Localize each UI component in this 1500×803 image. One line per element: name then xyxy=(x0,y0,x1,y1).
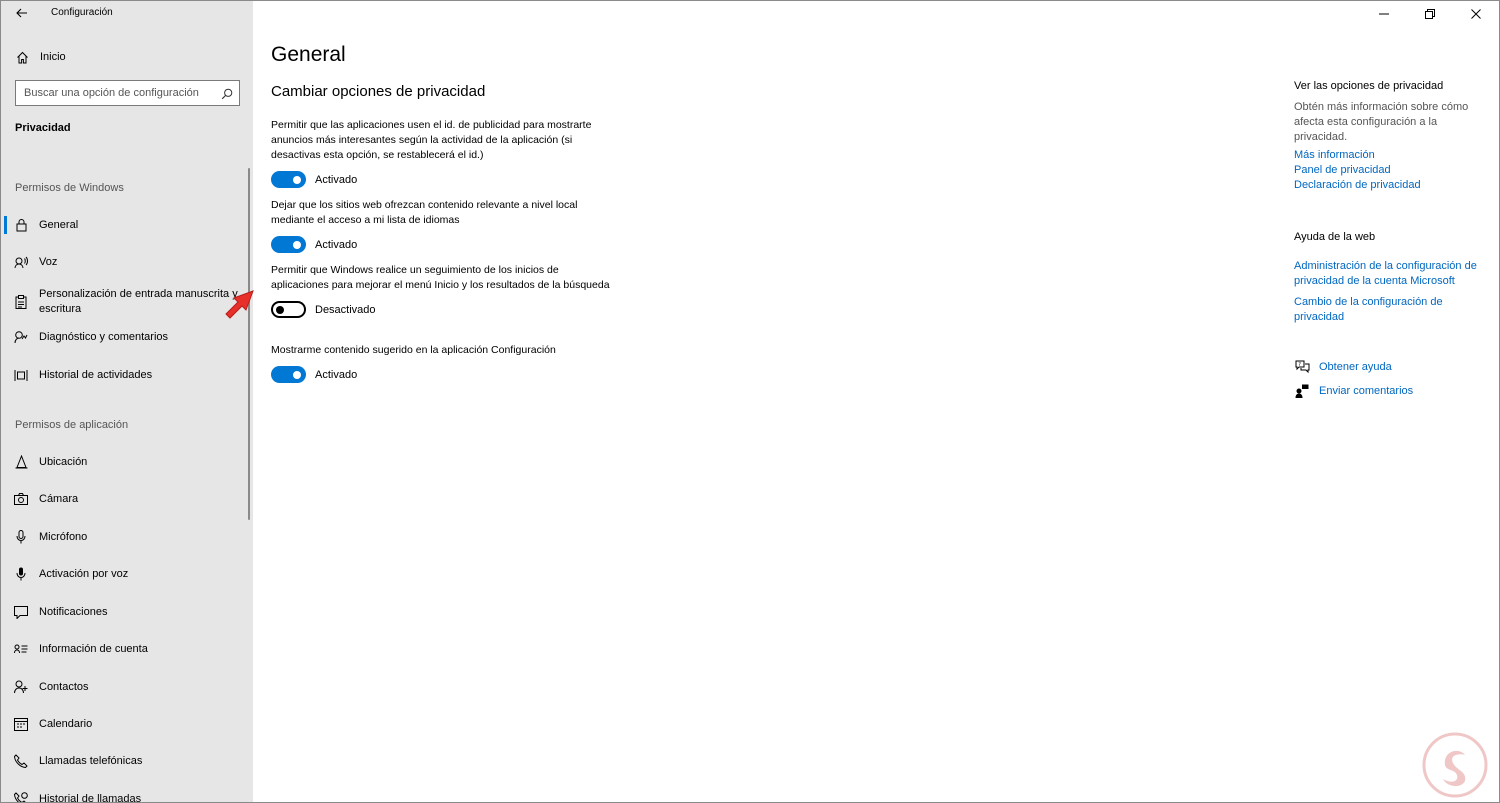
setting-description: Mostrarme contenido sugerido en la aplicación Configuración xyxy=(271,344,556,356)
clipboard-icon xyxy=(14,295,28,309)
phone-icon xyxy=(14,754,28,768)
sidebar-item-label: Voz xyxy=(39,255,58,268)
link-privacy-statement[interactable]: Declaración de privacidad xyxy=(1294,179,1421,191)
sidebar-item-account-info[interactable] xyxy=(1,632,249,666)
toggle-switch[interactable] xyxy=(271,236,306,253)
sidebar-scrollbar[interactable] xyxy=(248,168,250,520)
sidebar-item-contacts[interactable] xyxy=(1,670,249,704)
toggle-suggested-content[interactable] xyxy=(271,366,611,383)
sidebar-item-diagnostics[interactable] xyxy=(1,320,249,354)
link-privacy-dashboard[interactable]: Panel de privacidad xyxy=(1294,164,1391,176)
feedback-icon xyxy=(1294,383,1310,399)
camera-icon xyxy=(14,492,28,506)
sidebar-item-activity[interactable] xyxy=(1,358,249,392)
toggle-app-launch-tracking[interactable] xyxy=(271,301,611,318)
sidebar-item-label: Diagnóstico y comentarios xyxy=(39,330,169,343)
sidebar-item-label: Ubicación xyxy=(39,455,88,468)
setting-description: Permitir que Windows realice un seguimiento de los inicios de aplicaciones para mejorar el menú Inicio y los resultados de la búsqueda xyxy=(271,264,610,291)
account-info-icon xyxy=(14,642,28,656)
microphone-icon xyxy=(14,530,28,544)
sidebar-item-label: Activación por voz xyxy=(39,567,129,580)
link-more-info[interactable]: Más información xyxy=(1294,149,1375,161)
diagnostics-icon xyxy=(14,330,28,344)
link-microsoft-account-privacy[interactable]: Administración de la configuración de privacidad de la cuenta Microsoft xyxy=(1294,260,1477,287)
sidebar-item-phone[interactable] xyxy=(1,744,249,778)
sidebar-item-label: Llamadas telefónicas xyxy=(39,754,143,767)
help-chat-icon xyxy=(1294,359,1310,375)
toggle-state-label: Activado xyxy=(315,173,358,186)
send-feedback-link[interactable] xyxy=(1294,383,1413,399)
setting-language-list xyxy=(271,198,611,253)
lock-icon xyxy=(14,218,28,232)
sidebar-item-general[interactable] xyxy=(1,208,249,242)
privacy-options-heading: Ver las opciones de privacidad xyxy=(1294,80,1444,92)
toggle-switch[interactable] xyxy=(271,171,306,188)
send-feedback-label: Enviar comentarios xyxy=(1319,385,1414,397)
toggle-switch[interactable] xyxy=(271,301,306,318)
setting-description: Permitir que las aplicaciones usen el id. de publicidad para mostrarte anuncios más interesantes según la actividad de la aplicación (si desactivas esta opción, se restablecerá el id.) xyxy=(271,119,592,161)
toggle-advertising-id[interactable] xyxy=(271,171,611,188)
sidebar-item-calendar[interactable] xyxy=(1,707,249,741)
voice-activation-icon xyxy=(14,567,28,581)
app-title: Configuración xyxy=(51,7,113,18)
watermark-logo xyxy=(1419,731,1491,799)
toggle-language-list[interactable] xyxy=(271,236,611,253)
sidebar-item-voz[interactable] xyxy=(1,245,249,279)
privacy-options-description: Obtén más información sobre cómo afecta esta configuración a la privacidad. xyxy=(1294,101,1469,143)
sidebar-item-label: Historial de llamadas xyxy=(39,792,142,803)
toggle-switch[interactable] xyxy=(271,366,306,383)
sidebar-item-label: Micrófono xyxy=(39,530,88,543)
home-nav-item[interactable] xyxy=(15,48,66,66)
section-subtitle: Cambiar opciones de privacidad xyxy=(271,83,486,100)
setting-app-launch-tracking xyxy=(271,263,611,318)
selection-indicator xyxy=(4,216,7,234)
annotation-arrow xyxy=(223,269,269,321)
setting-advertising-id xyxy=(271,118,611,188)
sidebar-item-handwriting[interactable] xyxy=(1,283,249,321)
group-title-windows: Permisos de Windows xyxy=(15,182,124,194)
notifications-icon xyxy=(14,605,28,619)
title-bar xyxy=(1,1,253,27)
sidebar-item-label: Cámara xyxy=(39,492,79,505)
svg-text:?: ? xyxy=(1297,362,1301,368)
sidebar-item-voice-activation[interactable] xyxy=(1,557,249,591)
contacts-icon xyxy=(14,680,28,694)
search-box[interactable] xyxy=(15,80,240,106)
sidebar-item-label: Notificaciones xyxy=(39,605,108,618)
back-button[interactable] xyxy=(11,4,33,22)
sidebar-item-call-history[interactable] xyxy=(1,782,249,803)
get-help-label: Obtener ayuda xyxy=(1319,361,1392,373)
location-icon xyxy=(14,455,28,469)
sidebar-item-notifications[interactable] xyxy=(1,595,249,629)
search-input[interactable] xyxy=(24,87,214,99)
home-label: Inicio xyxy=(40,51,66,63)
sidebar-item-label: Contactos xyxy=(39,680,89,693)
activity-icon xyxy=(14,368,28,382)
sidebar xyxy=(1,1,253,803)
sidebar-item-camera[interactable] xyxy=(1,482,249,516)
toggle-state-label: Activado xyxy=(315,368,358,381)
section-title: Privacidad xyxy=(15,122,71,134)
toggle-state-label: Desactivado xyxy=(315,303,376,316)
group-title-apps: Permisos de aplicación xyxy=(15,419,129,431)
sidebar-item-label: General xyxy=(39,218,79,231)
sidebar-item-microphone[interactable] xyxy=(1,520,249,554)
toggle-state-label: Activado xyxy=(315,238,358,251)
home-icon xyxy=(15,50,29,64)
sidebar-item-label: Información de cuenta xyxy=(39,642,148,655)
arrow-left-icon xyxy=(16,8,28,18)
search-icon[interactable] xyxy=(221,87,233,105)
sidebar-item-location[interactable] xyxy=(1,445,249,479)
page-title: General xyxy=(271,43,346,66)
get-help-link[interactable] xyxy=(1294,359,1392,375)
sidebar-item-label: Personalización de entrada manuscrita y escritura xyxy=(39,288,238,315)
link-change-privacy-settings[interactable]: Cambio de la configuración de privacidad xyxy=(1294,296,1443,323)
calendar-icon xyxy=(14,717,28,731)
sidebar-item-label: Historial de actividades xyxy=(39,368,153,381)
web-help-heading: Ayuda de la web xyxy=(1294,231,1376,243)
speech-icon xyxy=(14,255,28,269)
setting-description: Dejar que los sitios web ofrezcan contenido relevante a nivel local mediante el acceso a mi lista de idiomas xyxy=(271,199,578,226)
sidebar-item-label: Calendario xyxy=(39,717,93,730)
call-history-icon xyxy=(14,792,28,803)
setting-suggested-content xyxy=(271,343,611,383)
